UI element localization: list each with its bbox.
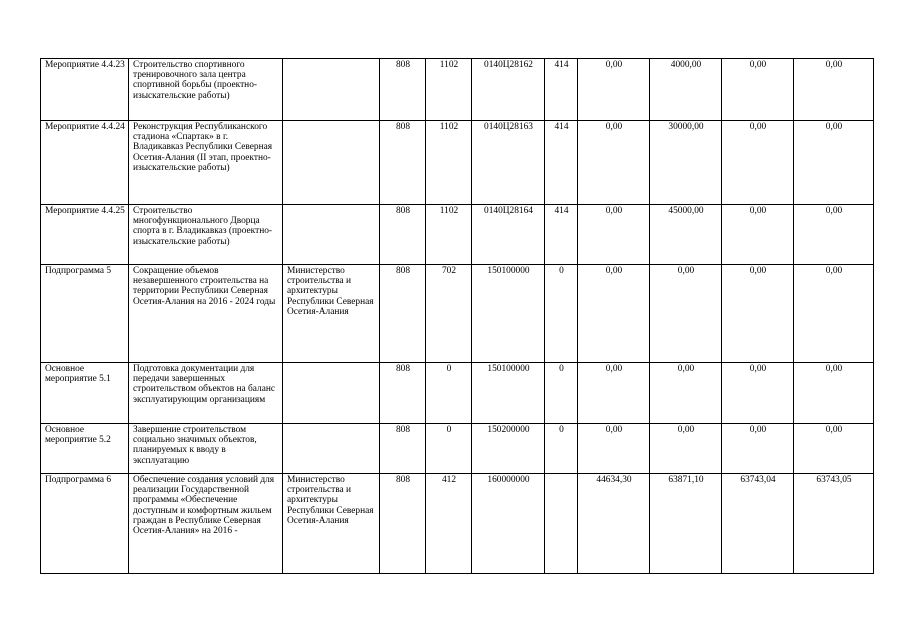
row-rzpr-cell: 412 — [426, 474, 472, 574]
row-id-cell: Мероприятие 4.4.23 — [41, 59, 129, 121]
row-grbs-cell: 808 — [380, 363, 426, 424]
row-vr-cell: 0 — [545, 424, 578, 474]
row-value-3-cell: 0,00 — [722, 121, 794, 205]
table-row — [41, 474, 874, 574]
row-value-3-cell: 0,00 — [722, 59, 794, 121]
row-id-cell: Подпрограмма 5 — [41, 265, 129, 363]
row-value-4-cell: 0,00 — [794, 59, 874, 121]
row-value-2-cell: 0,00 — [650, 424, 722, 474]
row-executor-cell — [283, 363, 380, 424]
row-value-4-cell: 63743,05 — [794, 474, 874, 574]
row-grbs-cell: 808 — [380, 205, 426, 265]
row-csr-cell: 0140Ц28163 — [472, 121, 545, 205]
row-grbs-cell: 808 — [380, 474, 426, 574]
row-vr-cell: 414 — [545, 59, 578, 121]
row-grbs-cell: 808 — [380, 59, 426, 121]
row-executor-cell — [283, 121, 380, 205]
row-value-2-cell: 4000,00 — [650, 59, 722, 121]
row-rzpr-cell: 1102 — [426, 121, 472, 205]
row-value-2-cell: 63871,10 — [650, 474, 722, 574]
row-value-1-cell: 0,00 — [578, 205, 650, 265]
row-name-cell: Сокращение объемов незавершенного строительства на территории Республики Северная Осетия-Алания на 2016 - 2024 годы — [129, 265, 283, 363]
row-vr-cell: 414 — [545, 121, 578, 205]
row-grbs-cell: 808 — [380, 121, 426, 205]
row-grbs-cell: 808 — [380, 265, 426, 363]
row-value-4-cell: 0,00 — [794, 205, 874, 265]
row-name-cell: Строительство многофункционального Дворца спорта в г. Владикавказ (проектно-изыскательские работы) — [129, 205, 283, 265]
row-value-4-cell: 0,00 — [794, 121, 874, 205]
row-executor-cell — [283, 205, 380, 265]
row-csr-cell: 160000000 — [472, 474, 545, 574]
row-value-2-cell: 45000,00 — [650, 205, 722, 265]
row-name-cell: Реконструкция Республиканского стадиона «Спартак» в г. Владикавказ Республики Северная Осетия-Алания (II этап, проектно-изыскательские работы) — [129, 121, 283, 205]
table-row — [41, 121, 874, 205]
row-value-3-cell: 0,00 — [722, 363, 794, 424]
row-name-cell: Обеспечение создания условий для реализации Государственной программы «Обеспечение доступным и комфортным жильем граждан в Республике Северная Осетия-Алания» на 2016 - — [129, 474, 283, 574]
row-value-3-cell: 0,00 — [722, 424, 794, 474]
row-id-cell: Мероприятие 4.4.24 — [41, 121, 129, 205]
row-executor-cell: Министерство строительства и архитектуры Республики Северная Осетия-Алания — [283, 265, 380, 363]
row-csr-cell: 150100000 — [472, 363, 545, 424]
row-executor-cell: Министерство строительства и архитектуры Республики Северная Осетия-Алания — [283, 474, 380, 574]
row-executor-cell — [283, 59, 380, 121]
row-name-cell: Подготовка документации для передачи завершенных строительством объектов на баланс эксплуатирующим организациям — [129, 363, 283, 424]
row-value-1-cell: 0,00 — [578, 424, 650, 474]
row-vr-cell — [545, 474, 578, 574]
row-value-3-cell: 0,00 — [722, 265, 794, 363]
row-name-cell: Строительство спортивного тренировочного зала центра спортивной борьбы (проектно-изыскательские работы) — [129, 59, 283, 121]
row-value-1-cell: 0,00 — [578, 121, 650, 205]
row-id-cell: Основное мероприятие 5.1 — [41, 363, 129, 424]
row-value-4-cell: 0,00 — [794, 363, 874, 424]
row-value-1-cell: 44634,30 — [578, 474, 650, 574]
row-value-4-cell: 0,00 — [794, 265, 874, 363]
row-value-3-cell: 0,00 — [722, 205, 794, 265]
row-value-1-cell: 0,00 — [578, 265, 650, 363]
table-row — [41, 205, 874, 265]
row-id-cell: Подпрограмма 6 — [41, 474, 129, 574]
row-csr-cell: 0140Ц28162 — [472, 59, 545, 121]
program-table — [40, 58, 874, 574]
row-csr-cell: 150100000 — [472, 265, 545, 363]
table-row — [41, 424, 874, 474]
row-csr-cell: 150200000 — [472, 424, 545, 474]
table-row — [41, 59, 874, 121]
row-rzpr-cell: 0 — [426, 363, 472, 424]
row-rzpr-cell: 1102 — [426, 59, 472, 121]
row-vr-cell: 0 — [545, 265, 578, 363]
row-rzpr-cell: 0 — [426, 424, 472, 474]
row-vr-cell: 0 — [545, 363, 578, 424]
row-vr-cell: 414 — [545, 205, 578, 265]
table-row — [41, 363, 874, 424]
row-id-cell: Мероприятие 4.4.25 — [41, 205, 129, 265]
row-value-4-cell: 0,00 — [794, 424, 874, 474]
row-value-2-cell: 30000,00 — [650, 121, 722, 205]
row-grbs-cell: 808 — [380, 424, 426, 474]
row-rzpr-cell: 1102 — [426, 205, 472, 265]
row-value-1-cell: 0,00 — [578, 363, 650, 424]
row-value-2-cell: 0,00 — [650, 265, 722, 363]
row-name-cell: Завершение строительством социально значимых объектов, планируемых к вводу в эксплуатацию — [129, 424, 283, 474]
row-value-1-cell: 0,00 — [578, 59, 650, 121]
row-executor-cell — [283, 424, 380, 474]
row-id-cell: Основное мероприятие 5.2 — [41, 424, 129, 474]
row-csr-cell: 0140Ц28164 — [472, 205, 545, 265]
row-rzpr-cell: 702 — [426, 265, 472, 363]
table-row — [41, 265, 874, 363]
row-value-3-cell: 63743,04 — [722, 474, 794, 574]
row-value-2-cell: 0,00 — [650, 363, 722, 424]
